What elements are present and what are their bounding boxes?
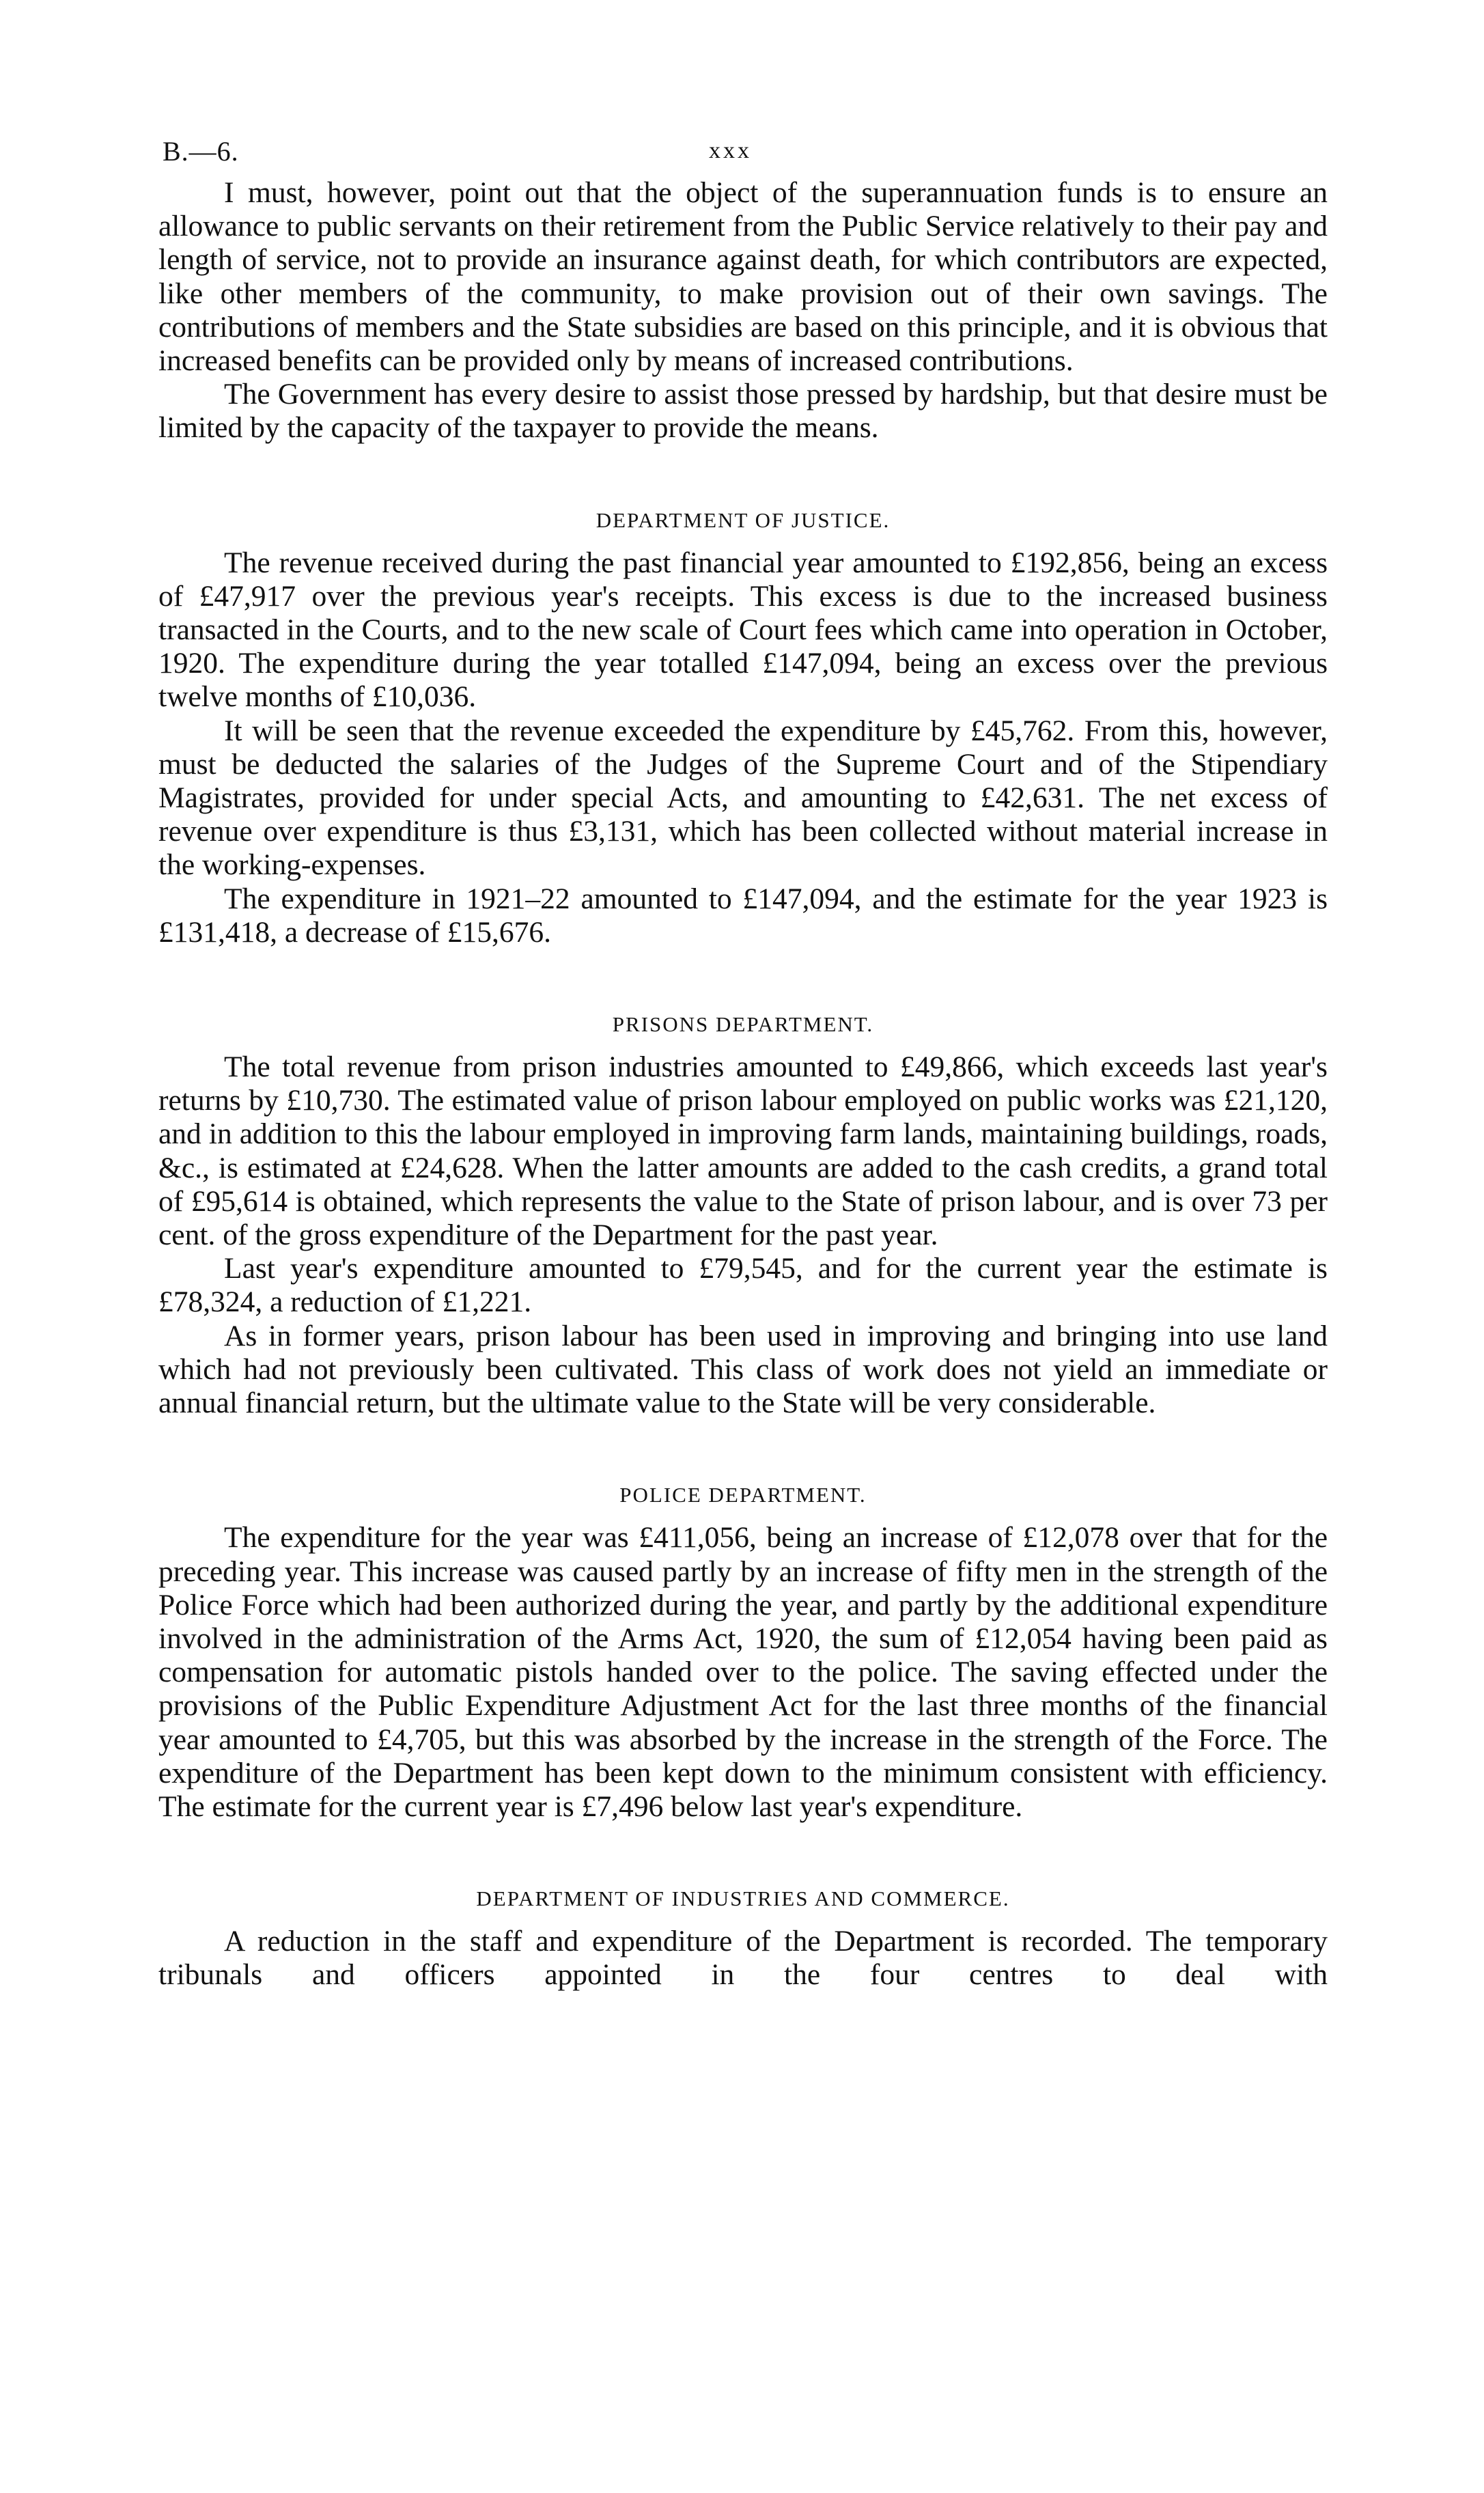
paragraph: As in former years, prison labour has been used in improving and bringing into use land which had not previously been cultivated. This class of work does not yield an immediate or annual financial return, but the ultimate value to the State will be very considerable. [158,1319,1328,1420]
paragraph: Last year's expenditure amounted to £79,545, and for the current year the estimate is £78,324, a reduction of £1,221. [158,1252,1328,1319]
document-body [158,176,1328,1992]
intro-section [158,176,1328,445]
paragraph: The expenditure for the year was £411,056, being an increase of £12,078 over that for the preceding year. This increase was caused partly by an increase of fifty men in the strength of the Police Force which had been authorized during the year, and partly by the additional expenditure involved in the administration of the Arms Act, 1920, the sum of £12,054 having been paid as compensation for automatic pistols handed over to the police. The saving effected under the provisions of the Public Expenditure Adjustment Act for the last three months of the financial year amounted to £4,705, but this was absorbed by the increase in the strength of the Force. The expenditure of the Department has been kept down to the minimum consistent with efficiency. The estimate for the current year is £7,496 below last year's expenditure. [158,1521,1328,1823]
section-heading: DEPARTMENT OF INDUSTRIES AND COMMERCE. [476,1886,1010,1911]
section-justice [158,503,1328,949]
section-heading: POLICE DEPARTMENT. [619,1483,867,1507]
paragraph: The total revenue from prison industries amounted to £49,866, which exceeds last year's returns by £10,730. The estimated value of prison labour employed on public works was £21,120, and in addition to this the labour employed in improving farm lands, maintaining buildings, roads, &c., is estimated at £24,628. When the latter amounts are added to the cash credits, a grand total of £95,614 is obtained, which represents the value to the State of prison labour, and is over 73 per cent. of the gross expenditure of the Department for the past year. [158,1050,1328,1252]
page-reference: B.—6. [163,136,239,167]
page-number: xxx [709,138,752,163]
paragraph: The expenditure in 1921–22 amounted to £147,094, and the estimate for the year 1923 is £131,418, a decrease of £15,676. [158,882,1328,949]
section-prisons [158,1007,1328,1420]
paragraph: I must, however, point out that the object of the superannuation funds is to ensure an allowance to public servants on their retirement from the Public Service relatively to their pay and length of service, not to provide an insurance against death, for which contributors are expected, like other members of the community, to make provision out of their own savings. The contributions of members and the State subsidies are based on this principle, and it is obvious that increased benefits can be provided only by means of increased contributions. [158,176,1328,378]
page-header [163,135,1324,176]
section-heading: DEPARTMENT OF JUSTICE. [596,507,891,532]
paragraph: A reduction in the staff and expenditure of the Department is recorded. The temporary tribunals and officers appointed in the four centres to deal with [158,1925,1328,1992]
section-industries-commerce [158,1882,1328,1992]
section-police [158,1478,1328,1824]
paragraph: The Government has every desire to assist those pressed by hardship, but that desire must be limited by the capacity of the taxpayer to provide the means. [158,378,1328,445]
section-heading: PRISONS DEPARTMENT. [612,1012,874,1037]
paragraph: It will be seen that the revenue exceeded the expenditure by £45,762. From this, however, must be deducted the salaries of the Judges of the Supreme Court and of the Stipendiary Magistrates, provided for under special Acts, and amounting to £42,631. The net excess of revenue over expenditure is thus £3,131, which has been collected without material increase in the working-expenses. [158,714,1328,882]
paragraph: The revenue received during the past financial year amounted to £192,856, being an excess of £47,917 over the previous year's receipts. This excess is due to the increased business transacted in the Courts, and to the new scale of Court fees which came into operation in October, 1920. The expenditure during the year totalled £147,094, being an excess over the previous twelve months of £10,036. [158,546,1328,714]
